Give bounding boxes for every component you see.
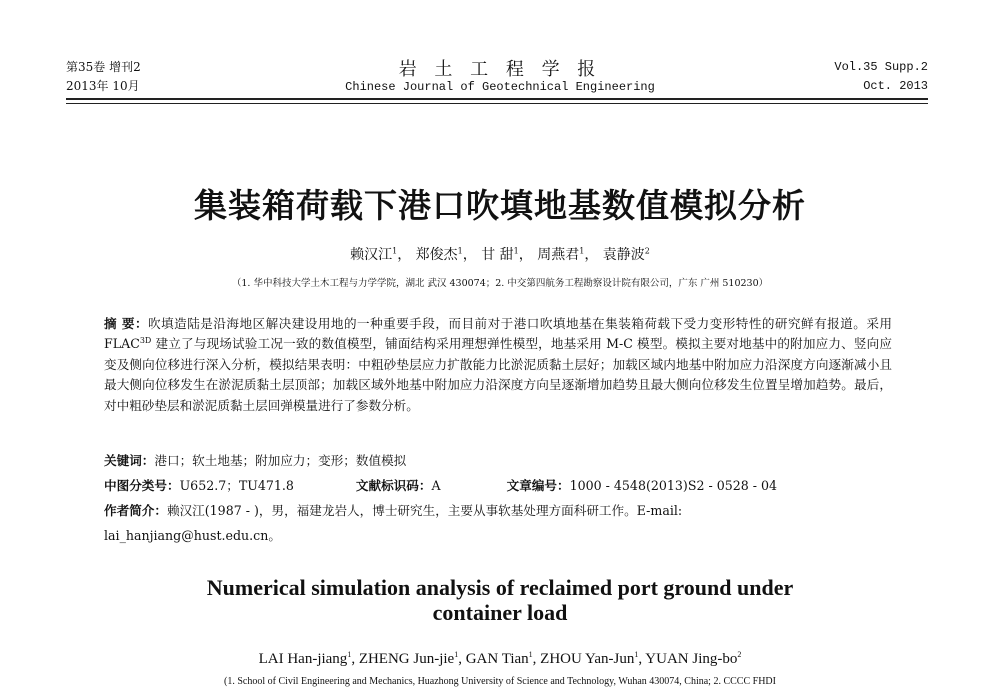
article-number-value: 1000 - 4548(2013)S2 - 0528 - 04 (569, 478, 778, 493)
abstract-label: 摘 要： (104, 316, 149, 331)
author-cn: 郑俊杰 (415, 247, 458, 263)
author-cn: 周燕君 (537, 247, 580, 263)
date-en: Oct. 2013 (863, 79, 928, 93)
author-sup: 1 (454, 650, 459, 659)
clc-value: U652.7；TU471.8 (179, 478, 294, 493)
volume-issue-en: Vol.35 Supp.2 (834, 60, 928, 74)
author-cn: 甘 甜 (481, 247, 514, 263)
author-bio-label: 作者简介： (104, 503, 167, 518)
author-sup: 1 (513, 246, 519, 256)
classification-line (104, 477, 892, 495)
abstract-text-a: 吹填造陆是沿海地区解决建设用地的一种重要手段，而目前对于港口吹填地基在集装箱荷载下受力变形特性的研究鲜有报道。采用 FLAC (104, 316, 893, 352)
author-en: LAI Han-jiang (258, 651, 348, 667)
doc-code-value: A (431, 478, 441, 493)
header-rule-thin (66, 103, 928, 104)
abstract-sup: 3D (139, 336, 152, 346)
author-sup: 2 (737, 650, 742, 659)
author-cn: 袁静波 (602, 247, 645, 263)
clc-label: 中图分类号： (104, 478, 180, 493)
affiliation-cn: （1. 华中科技大学土木工程与力学学院，湖北 武汉 430074；2. 中交第四航务工程勘察设计院有限公司，广东 广州 510230） (231, 278, 769, 289)
author-list-cn: 赖汉江$^1$， 郑俊杰$^1$， 甘 甜$^1$， 周燕君$^1$， 袁静波$^2$ (350, 246, 650, 263)
doc-code-label: 文献标识码： (355, 478, 432, 493)
title-en-line-2: container load (432, 600, 568, 625)
author-email: lai_hanjiang@hust.edu.cn。 (104, 528, 281, 543)
article-number-label: 文章编号： (506, 478, 570, 493)
author-sup: 1 (634, 650, 639, 659)
author-en: ZHOU Yan-Jun (540, 651, 635, 667)
author-sup: 1 (347, 650, 352, 659)
journal-name-en: Chinese Journal of Geotechnical Engineering (345, 80, 655, 94)
author-bio (104, 502, 892, 520)
author-en: ZHENG Jun-jie (358, 651, 455, 667)
author-en: YUAN Jing-bo (645, 651, 738, 667)
volume-issue-cn: 第35卷 增刊2 (66, 60, 141, 74)
author-cn: 赖汉江 (350, 247, 393, 263)
keywords-label: 关键词： (104, 453, 155, 468)
author-sup: 1 (579, 246, 585, 256)
author-sup: 1 (457, 246, 463, 256)
author-list-en: LAI Han-jiang$^1$, ZHENG Jun-jie$^1$, GAN Tian$^1$, ZHOU Yan-Jun$^1$, YUAN Jing-$bo^2$ (258, 650, 742, 667)
abstract-cn (104, 314, 892, 416)
paper-title-en (150, 575, 850, 625)
header-rule-thick (66, 98, 928, 100)
keywords-text: 港口；软土地基；附加应力；变形；数值模拟 (154, 453, 407, 468)
author-en: GAN Tian (465, 651, 529, 667)
title-en-line-1: Numerical simulation analysis of reclaimed port ground under (206, 575, 794, 600)
date-cn: 2013年 10月 (66, 79, 140, 93)
author-bio-text: 赖汉江(1987 - )，男，福建龙岩人，博士研究生，主要从事软基处理方面科研工作。E-mail: (166, 503, 683, 518)
paper-title-cn: 集装箱荷载下港口吹填地基数值模拟分析 (194, 186, 806, 225)
author-sup: 1 (528, 650, 533, 659)
abstract-text-b: 建立了与现场试验工况一致的数值模型，铺面结构采用理想弹性模型，地基采用 M-C 模型。模拟主要对地基中的附加应力、竖向应变及侧向位移进行深入分析，模拟结果表明：中粗砂垫层应力扩散能力比淤泥质黏土层好；加载区域内地基中附加应力沿深度方向逐渐减小且最大侧向位移发生在淤泥质黏土层顶部；加载区域外地基中附加应力沿深度方向呈逐渐增加趋势且最大侧向位移发生位置呈增加趋势。最后，对中粗砂垫层和淤泥质黏土层回弹模量进行了参数分析。 (104, 336, 892, 413)
author-sup: 2 (644, 246, 650, 256)
author-sup: 1 (392, 246, 398, 256)
affiliation-en: (1. School of Civil Engineering and Mechanics, Huazhong University of Science and Technology, Wuhan 430074, China; 2. CCCC FHDI (224, 676, 776, 687)
journal-name-cn: 岩 土 工 程 学 报 (398, 59, 602, 80)
keywords-cn (104, 452, 892, 470)
